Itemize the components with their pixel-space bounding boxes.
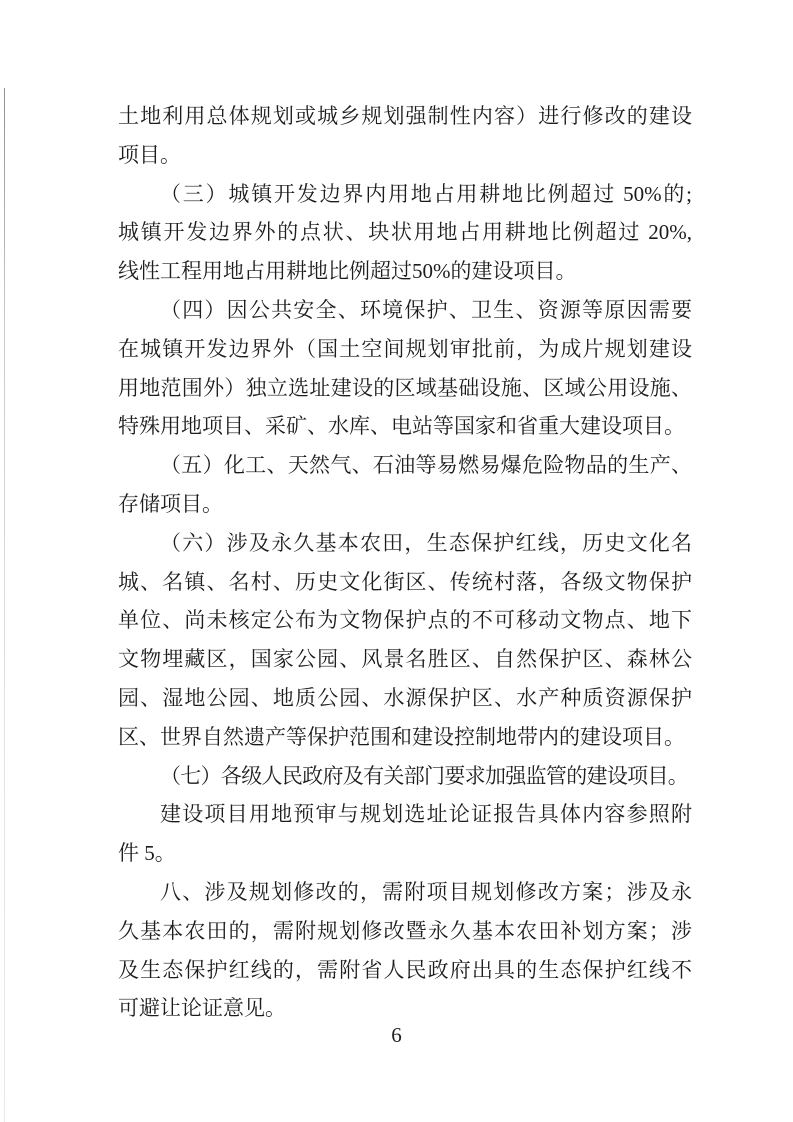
- text-line: （六）涉及永久基本农田，生态保护红线，历史文化名: [160, 530, 692, 555]
- text-line: 八、涉及规划修改的，需附项目规划修改方案；涉及永: [160, 879, 692, 904]
- text-line: 城镇开发边界外的点状、块状用地占用耕地比例超过 20%,: [118, 220, 692, 245]
- text-line: （四）因公共安全、环境保护、卫生、资源等原因需要: [160, 297, 692, 322]
- text-line: 及生态保护红线的，需附省人民政府出具的生态保护红线不: [118, 957, 692, 982]
- text-line: 在城镇开发边界外（国土空间规划审批前，为成片规划建设: [118, 336, 692, 361]
- text-line: 线性工程用地占用耕地比例超过50%的建设项目。: [118, 259, 577, 284]
- text-line: 区、世界自然遗产等保护范围和建设控制地带内的建设项目。: [118, 724, 685, 749]
- text-line: 文物埋藏区，国家公园、风景名胜区、自然保护区、森林公: [118, 647, 692, 672]
- text-line: 久基本农田的，需附规划修改暨永久基本农田补划方案；涉: [118, 918, 692, 943]
- text-line: （五）化工、天然气、石油等易燃易爆危险物品的生产、: [160, 453, 692, 478]
- text-line: 用地范围外）独立选址建设的区域基础设施、区域公用设施、: [118, 375, 692, 400]
- text-line: 园、湿地公园、地质公园、水源保护区、水产种质资源保护: [118, 685, 692, 710]
- text-line: （七）各级人民政府及有关部门要求加强监管的建设项目。: [160, 763, 689, 788]
- text-line: 单位、尚未核定公布为文物保护点的不可移动文物点、地下: [118, 608, 692, 633]
- text-line: 建设项目用地预审与规划选址论证报告具体内容参照附: [160, 802, 692, 827]
- text-line: 项目。: [118, 142, 181, 167]
- text-line: 可避让论证意见。: [118, 996, 286, 1021]
- page-number: 6: [391, 1023, 402, 1047]
- text-line: 件 5。: [118, 841, 176, 866]
- document-body: [118, 97, 692, 1028]
- page-edge-line: [4, 88, 5, 1122]
- text-line: 城、名镇、名村、历史文化街区、传统村落，各级文物保护: [118, 569, 692, 594]
- text-line: 土地利用总体规划或城乡规划强制性内容）进行修改的建设: [118, 104, 692, 128]
- text-line: （三）城镇开发边界内用地占用耕地比例超过 50%的;: [160, 181, 692, 206]
- text-line: 存储项目。: [118, 491, 223, 516]
- text-line: 特殊用地项目、采矿、水库、电站等国家和省重大建设项目。: [118, 414, 685, 439]
